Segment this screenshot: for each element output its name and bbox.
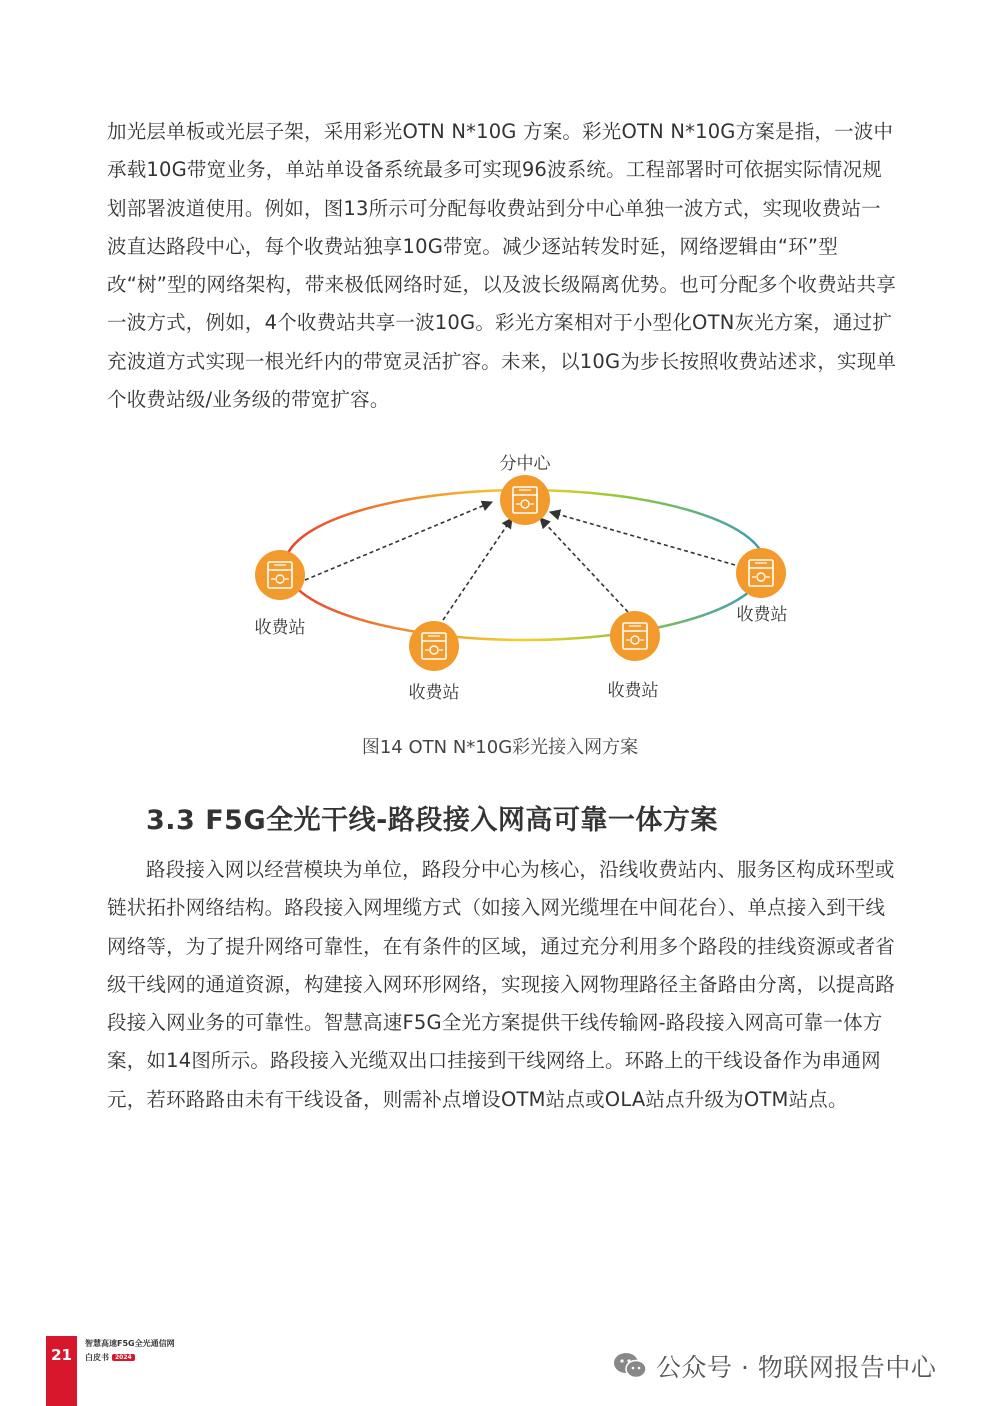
page-number: 21 (51, 1346, 72, 1364)
wave-arrow-1 (305, 502, 492, 580)
otn-ring-diagram (230, 440, 810, 720)
footer-doc-subtitle (85, 1352, 135, 1363)
wave-arrow-2 (443, 518, 512, 620)
wave-arrow-4 (550, 512, 735, 565)
otn-node-station-left (255, 550, 305, 600)
page-number-tab (46, 1336, 77, 1406)
wechat-icon (612, 1351, 648, 1381)
wave-arrow-3 (540, 518, 628, 612)
wechat-watermark (612, 1348, 936, 1384)
footer-doc-subtitle-text: 白皮书 (85, 1353, 109, 1362)
figure-caption: 图14 OTN N*10G彩光接入网方案 (361, 737, 639, 758)
otn-node-center (500, 475, 550, 525)
body-paragraph-2: 路段接入网以经营模块为单位，路段分中心为核心，沿线收费站内、服务区构成环型或链状拓扑网络结构。路段接入网埋缆方式（如接入网光缆埋在中间花台）、单点接入到干线网络等，为了提升网络可靠性，在有条件的区域，通过充分利用多个路段的挂线资源或者省级干线网的通道资源，构建接入网环形网络，实现接入网物理路径主备路由分离，以提高路段接入网业务的可靠性。智慧高速F5G全光方案提供干线传输网-路段接入网高可靠一体方案，如14图所示。路段接入光缆双出口挂接到干线网络上。环路上的干线设备作为串通网元，若环路路由未有干线设备，则需补点增设OTM站点或OLA站点升级为OTM站点。 (107, 858, 896, 1111)
otn-node-station-bottom-left (409, 621, 459, 671)
station-label-bottom-right: 收费站 (607, 681, 659, 701)
center-label: 分中心 (499, 454, 551, 474)
otn-node-station-bottom-right (610, 611, 660, 661)
station-label-right: 收费站 (736, 605, 788, 625)
footer-year-badge: 2024 (112, 1354, 135, 1361)
section-heading: 3.3 F5G全光干线-路段接入网高可靠一体方案 (146, 805, 718, 836)
watermark-text: 公众号 · 物联网报告中心 (656, 1353, 937, 1382)
station-label-bottom-left: 收费站 (408, 683, 460, 703)
footer-doc-title: 智慧高速F5G全光通信网 (85, 1339, 175, 1348)
station-label-left: 收费站 (254, 618, 306, 638)
otn-node-station-right (736, 548, 786, 598)
body-paragraph-1: 加光层单板或光层子架，采用彩光OTN N*10G 方案。彩光OTN N*10G方案是指，一波中承载10G带宽业务，单站单设备系统最多可实现96波系统。工程部署时可依据实际情况规划部署波道使用。例如，图13所示可分配每收费站到分中心单独一波方式，实现收费站一波直达路段中心，每个收费站独享10G带宽。减少逐站转发时延，网络逻辑由“环”型改“树”型的网络架构，带来极低网络时延，以及波长级隔离优势。也可分配多个收费站共享一波方式，例如，4个收费站共享一波10G。彩光方案相对于小型化OTN灰光方案，通过扩充波道方式实现一根光纤内的带宽灵活扩容。未来，以10G为步长按照收费站述求，实现单个收费站级/业务级的带宽扩容。 (107, 120, 897, 412)
